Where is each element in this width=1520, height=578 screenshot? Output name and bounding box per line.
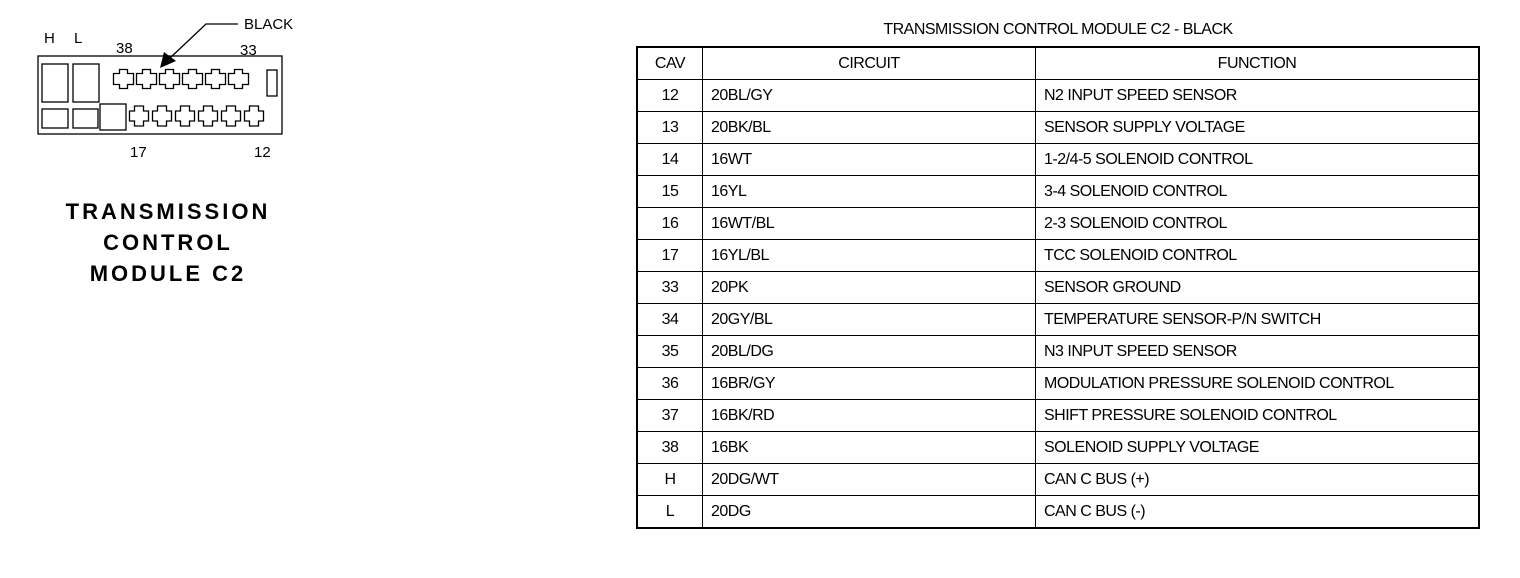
- cavity-bottom-2: [153, 106, 172, 126]
- cell-cav: 36: [637, 368, 703, 400]
- pin-label-17: 17: [130, 144, 147, 161]
- cell-cav: 17: [637, 240, 703, 272]
- cell-cav: 37: [637, 400, 703, 432]
- cavity-lower-3: [100, 104, 126, 130]
- table-header-row: [637, 47, 1479, 80]
- cell-function: CAN C BUS (+): [1036, 464, 1480, 496]
- header-circuit: CIRCUIT: [703, 47, 1036, 80]
- cell-function: TEMPERATURE SENSOR-P/N SWITCH: [1036, 304, 1480, 336]
- cell-function: SENSOR SUPPLY VOLTAGE: [1036, 112, 1480, 144]
- cell-function: N3 INPUT SPEED SENSOR: [1036, 336, 1480, 368]
- cavity-lower-1: [42, 109, 68, 128]
- cavity-lower-2: [73, 109, 98, 128]
- cavity-top-4: [183, 70, 203, 89]
- table-row: [637, 336, 1479, 368]
- cavity-bottom-5: [222, 106, 241, 126]
- pinout-table: [636, 46, 1480, 529]
- pin-label-l: L: [74, 30, 83, 47]
- table-row: [637, 240, 1479, 272]
- table-row: [637, 432, 1479, 464]
- cell-circuit: 20DG: [703, 496, 1036, 529]
- callout-leader: [170, 24, 238, 58]
- cell-function: 2-3 SOLENOID CONTROL: [1036, 208, 1480, 240]
- table-row: [637, 368, 1479, 400]
- table-row: [637, 464, 1479, 496]
- cell-cav: L: [637, 496, 703, 529]
- cavity-bottom-4: [199, 106, 218, 126]
- cell-circuit: 20BL/DG: [703, 336, 1036, 368]
- cavity-bottom-1: [130, 106, 149, 126]
- cell-cav: 35: [637, 336, 703, 368]
- table-row: [637, 208, 1479, 240]
- cell-circuit: 16WT/BL: [703, 208, 1036, 240]
- cell-function: MODULATION PRESSURE SOLENOID CONTROL: [1036, 368, 1480, 400]
- cell-circuit: 20GY/BL: [703, 304, 1036, 336]
- cell-cav: 34: [637, 304, 703, 336]
- cell-circuit: 16BR/GY: [703, 368, 1036, 400]
- connector-key-slot: [267, 70, 277, 96]
- table-row: [637, 496, 1479, 529]
- cell-circuit: 20BL/GY: [703, 80, 1036, 112]
- cell-circuit: 16BK/RD: [703, 400, 1036, 432]
- cell-cav: 14: [637, 144, 703, 176]
- cell-function: TCC SOLENOID CONTROL: [1036, 240, 1480, 272]
- cavity-top-6: [229, 70, 249, 89]
- cell-cav: H: [637, 464, 703, 496]
- top-row-cavities: [114, 70, 264, 127]
- cavity-bottom-3: [176, 106, 195, 126]
- heading-line-3: MODULE C2: [89, 261, 247, 286]
- cavity-bottom-6: [245, 106, 264, 126]
- cavity-l: [73, 64, 99, 102]
- heading-line-1: TRANSMISSION: [65, 199, 271, 224]
- pin-label-33: 33: [240, 42, 257, 59]
- pin-label-38: 38: [116, 40, 133, 57]
- cavity-top-3: [160, 70, 180, 89]
- cell-function: CAN C BUS (-): [1036, 496, 1480, 529]
- connector-housing: [38, 56, 282, 134]
- cell-function: 3-4 SOLENOID CONTROL: [1036, 176, 1480, 208]
- heading-line-2: CONTROL: [103, 230, 233, 255]
- table-row: [637, 304, 1479, 336]
- header-cav: CAV: [637, 47, 703, 80]
- pin-label-h: H: [44, 30, 55, 47]
- cavity-top-2: [137, 70, 157, 89]
- table-body: [637, 80, 1479, 529]
- cell-cav: 33: [637, 272, 703, 304]
- cell-function: 1-2/4-5 SOLENOID CONTROL: [1036, 144, 1480, 176]
- connector-diagram: [0, 0, 600, 578]
- cell-function: SOLENOID SUPPLY VOLTAGE: [1036, 432, 1480, 464]
- cell-cav: 16: [637, 208, 703, 240]
- cell-function: SENSOR GROUND: [1036, 272, 1480, 304]
- cell-circuit: 16YL/BL: [703, 240, 1036, 272]
- cell-circuit: 20BK/BL: [703, 112, 1036, 144]
- cell-circuit: 16YL: [703, 176, 1036, 208]
- table-title: TRANSMISSION CONTROL MODULE C2 - BLACK: [883, 21, 1233, 38]
- cell-circuit: 20PK: [703, 272, 1036, 304]
- table-row: [637, 400, 1479, 432]
- table-row: [637, 80, 1479, 112]
- cavity-h: [42, 64, 68, 102]
- cell-circuit: 20DG/WT: [703, 464, 1036, 496]
- table-row: [637, 272, 1479, 304]
- cell-circuit: 16BK: [703, 432, 1036, 464]
- cavity-top-1: [114, 70, 134, 89]
- cavity-top-5: [206, 70, 226, 89]
- pin-label-12: 12: [254, 144, 271, 161]
- table-row: [637, 176, 1479, 208]
- cell-cav: 15: [637, 176, 703, 208]
- header-function: FUNCTION: [1036, 47, 1480, 80]
- cell-cav: 13: [637, 112, 703, 144]
- table-row: [637, 144, 1479, 176]
- cell-function: SHIFT PRESSURE SOLENOID CONTROL: [1036, 400, 1480, 432]
- connector-heading: [40, 196, 296, 289]
- connector-color-label: BLACK: [244, 16, 294, 33]
- table-row: [637, 112, 1479, 144]
- cell-cav: 12: [637, 80, 703, 112]
- cell-circuit: 16WT: [703, 144, 1036, 176]
- cell-function: N2 INPUT SPEED SENSOR: [1036, 80, 1480, 112]
- cell-cav: 38: [637, 432, 703, 464]
